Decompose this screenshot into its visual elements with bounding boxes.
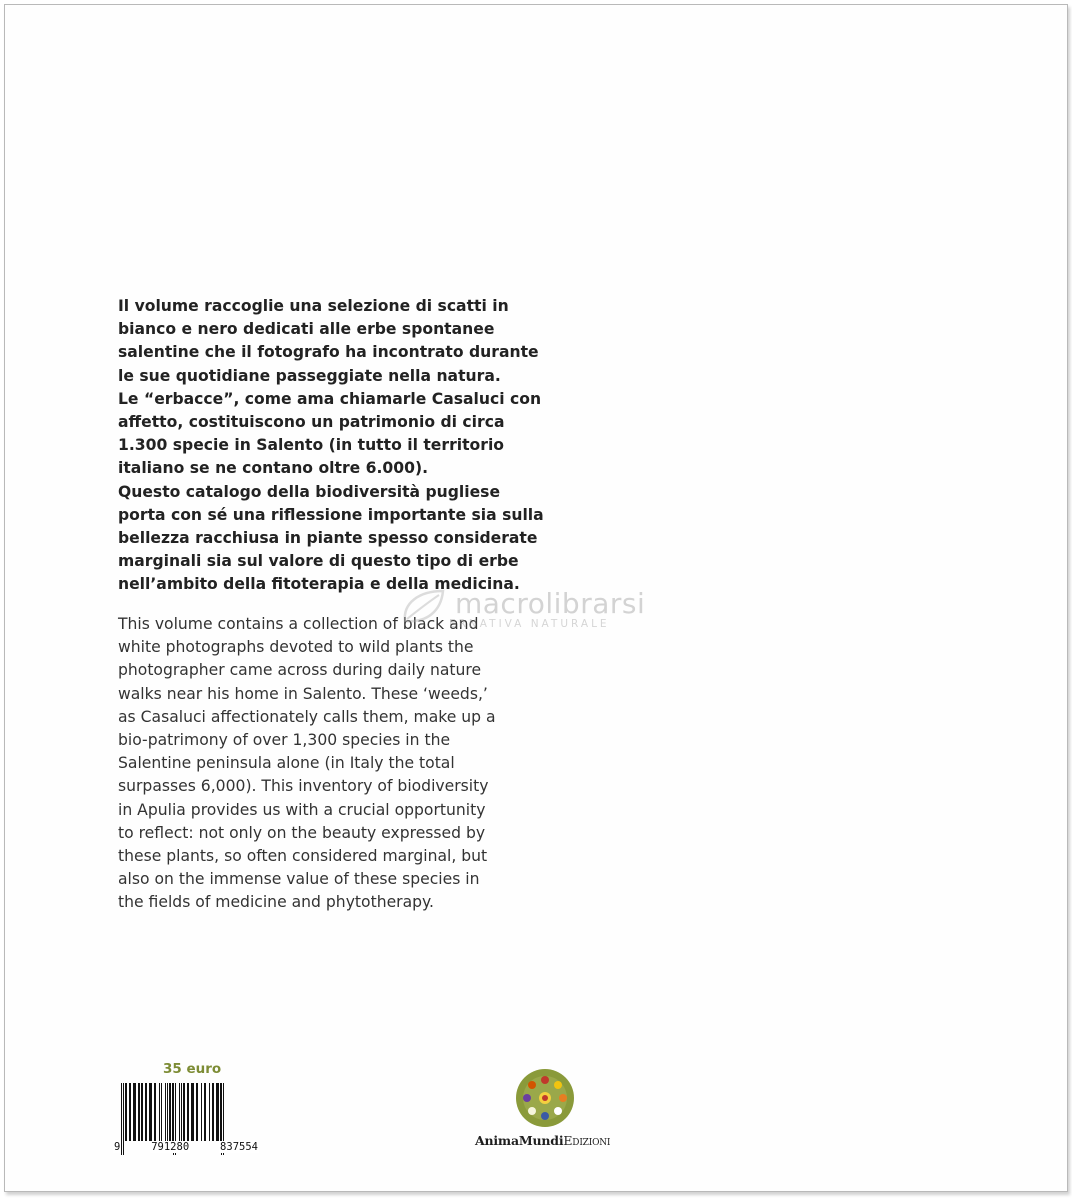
english-line: in Apulia provides us with a crucial opportunity	[118, 800, 486, 819]
italian-line: italiano se ne contano oltre 6.000).	[118, 459, 429, 478]
english-line: This volume contains a collection of black and	[118, 615, 479, 633]
english-line: surpasses 6,000). This inventory of biodiversity	[118, 777, 489, 796]
italian-line: nell’ambito della fitoterapia e della medicina.	[118, 575, 520, 594]
italian-line: Questo catalogo della biodiversità pugliese	[118, 482, 501, 501]
italian-line: Il volume raccoglie una selezione di scatti in	[118, 297, 509, 315]
isbn-prefix: 9	[114, 1141, 121, 1153]
italian-line: porta con sé una riflessione importante sia sulla	[118, 505, 544, 524]
italian-description	[118, 295, 544, 597]
italian-line: le sue quotidiane passeggiate nella natura.	[118, 366, 501, 385]
italian-line: bianco e nero dedicati alle erbe spontanee	[118, 320, 495, 339]
isbn-group-1: 791280	[151, 1141, 190, 1153]
english-line: photographer came across during daily nature	[118, 661, 482, 680]
english-line: to reflect: not only on the beauty expressed by	[118, 823, 486, 842]
italian-line: bellezza racchiusa in piante spesso considerate	[118, 529, 538, 548]
italian-line: marginali sia sul valore di questo tipo di erbe	[118, 552, 519, 571]
english-line: bio-patrimony of over 1,300 species in the	[118, 731, 451, 750]
isbn-number	[113, 1141, 259, 1153]
publisher-name-bold: AnimaMundi	[475, 1133, 564, 1148]
english-line: Salentine peninsula alone (in Italy the total	[118, 754, 455, 773]
book-back-cover	[4, 4, 1068, 1192]
watermark-tagline: ERNATIVA NATURALE	[449, 618, 610, 630]
italian-line: 1.300 specie in Salento (in tutto il territorio	[118, 436, 505, 455]
italian-line: affetto, costituiscono un patrimonio di circa	[118, 413, 505, 432]
mandala-logo-icon	[515, 1068, 575, 1128]
english-line: as Casaluci affectionately calls them, make up a	[118, 707, 496, 726]
english-line: white photographs devoted to wild plants the	[118, 638, 474, 657]
english-line: the fields of medicine and phytotherapy.	[118, 893, 434, 912]
publisher-name-edizioni: Edizioni	[563, 1133, 611, 1148]
english-line: walks near his home in Salento. These ‘weeds,’	[118, 684, 488, 703]
isbn-group-2: 837554	[220, 1141, 258, 1153]
italian-line: salentine che il fotografo ha incontrato durante	[118, 343, 539, 362]
english-description	[118, 613, 538, 915]
english-line: also on the immense value of these species in	[118, 870, 480, 889]
italian-line: Le “erbacce”, come ama chiamarle Casaluci con	[118, 389, 542, 408]
price-label: 35 euro	[163, 1061, 222, 1077]
publisher-name	[475, 1133, 635, 1148]
english-line: these plants, so often considered marginal, but	[118, 847, 488, 866]
watermark-name: macrolibrarsi	[455, 587, 646, 620]
